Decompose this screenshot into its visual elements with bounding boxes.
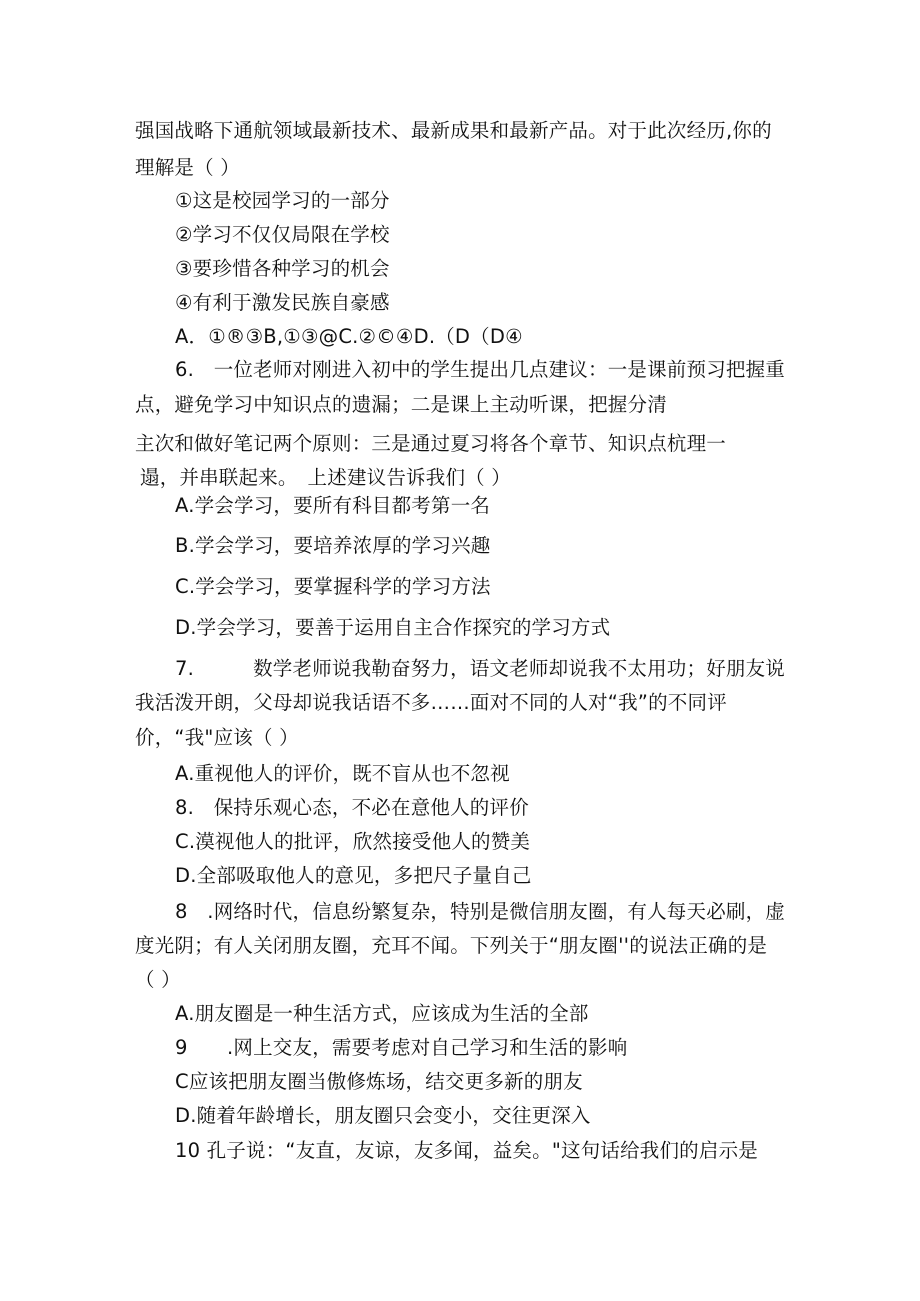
option-statement-4: ④有利于激发民族自豪感: [175, 291, 390, 314]
choice-d: D.随着年龄增长，朋友圈只会变小，交往更深入: [175, 1104, 591, 1127]
question-7: 7. 数学老师说我勒奋努力，语文老师却说我不太用功；好朋友说: [175, 657, 786, 680]
question-8: 8 .网络时代，信息纷繁复杂，特别是微信朋友圈，有人每天必刷，虚: [175, 900, 786, 923]
option-statement-2: ②学习不仅仅局限在学校: [175, 223, 390, 246]
choice-d: D.全部吸取他人的意见，多把尺子量自己: [175, 864, 532, 887]
choice-c: C.学会学习，要掌握科学的学习方法: [175, 575, 491, 598]
option-statement-1: ①这是校园学习的一部分: [175, 189, 390, 212]
text-line: 遢，并串联起来。 上述建议告诉我们（ ）: [140, 466, 511, 489]
option-statement-3: ③要珍惜各种学习的机会: [175, 257, 390, 280]
choice-c: C.漠视他人的批评，欣然接受他人的赞美: [175, 830, 531, 853]
text-line: （ ）: [135, 968, 181, 991]
text-line: 主次和做好笔记两个原则：三是通过夏习将各个章节、知识点杭理一: [135, 432, 727, 455]
choice-b: B.学会学习，要培养浓厚的学习兴趣: [175, 534, 491, 557]
choice-c: C应该把朋友圈当傲修炼场，结交更多新的朋友: [175, 1070, 583, 1093]
choice-a: A.学会学习，要所有科目都考第一名: [175, 494, 491, 517]
text-line: 强国战略下通航领域最新技术、最新成果和最新产品。对于此次经历,你的: [135, 119, 772, 142]
text-line: 我活泼开朗，父母却说我话语不多……面对不同的人对“我”的不同评: [135, 691, 727, 714]
choice-d: D.学会学习，要善于运用自主合作探究的学习方式: [175, 616, 611, 639]
choice-a: A.朋友圈是一种生活方式，应该成为生活的全部: [175, 1002, 589, 1025]
text-line: 价，“我"应该（ ）: [135, 726, 299, 749]
text-line: 点，避免学习中知识点的遗漏；二是课上主动听课，把握分清: [135, 393, 667, 416]
text-line: 理解是（ ）: [135, 156, 240, 179]
text-line: 度光阴；有人关闭朋友圈，充耳不闻。下列关于“朋友圈''的说法正确的是: [135, 934, 768, 957]
answer-choices: A．①®③B,①③@C.②©④D.（D（D④: [175, 325, 523, 348]
choice-b: 8. 保持乐观心态，不必在意他人的评价: [175, 796, 529, 819]
choice-b: 9 .网上交友，需要考虑对自己学习和生活的影响: [175, 1036, 628, 1059]
question-10: 10 孔子说：“友直，友谅，友多闻，益矣。"这句话给我们的启示是: [175, 1139, 758, 1162]
question-6: 6. 一位老师对刚进入初中的学生提出几点建议：一是课前预习把握重: [175, 358, 786, 381]
choice-a: A.重视他人的评价，既不盲从也不忽视: [175, 762, 510, 785]
